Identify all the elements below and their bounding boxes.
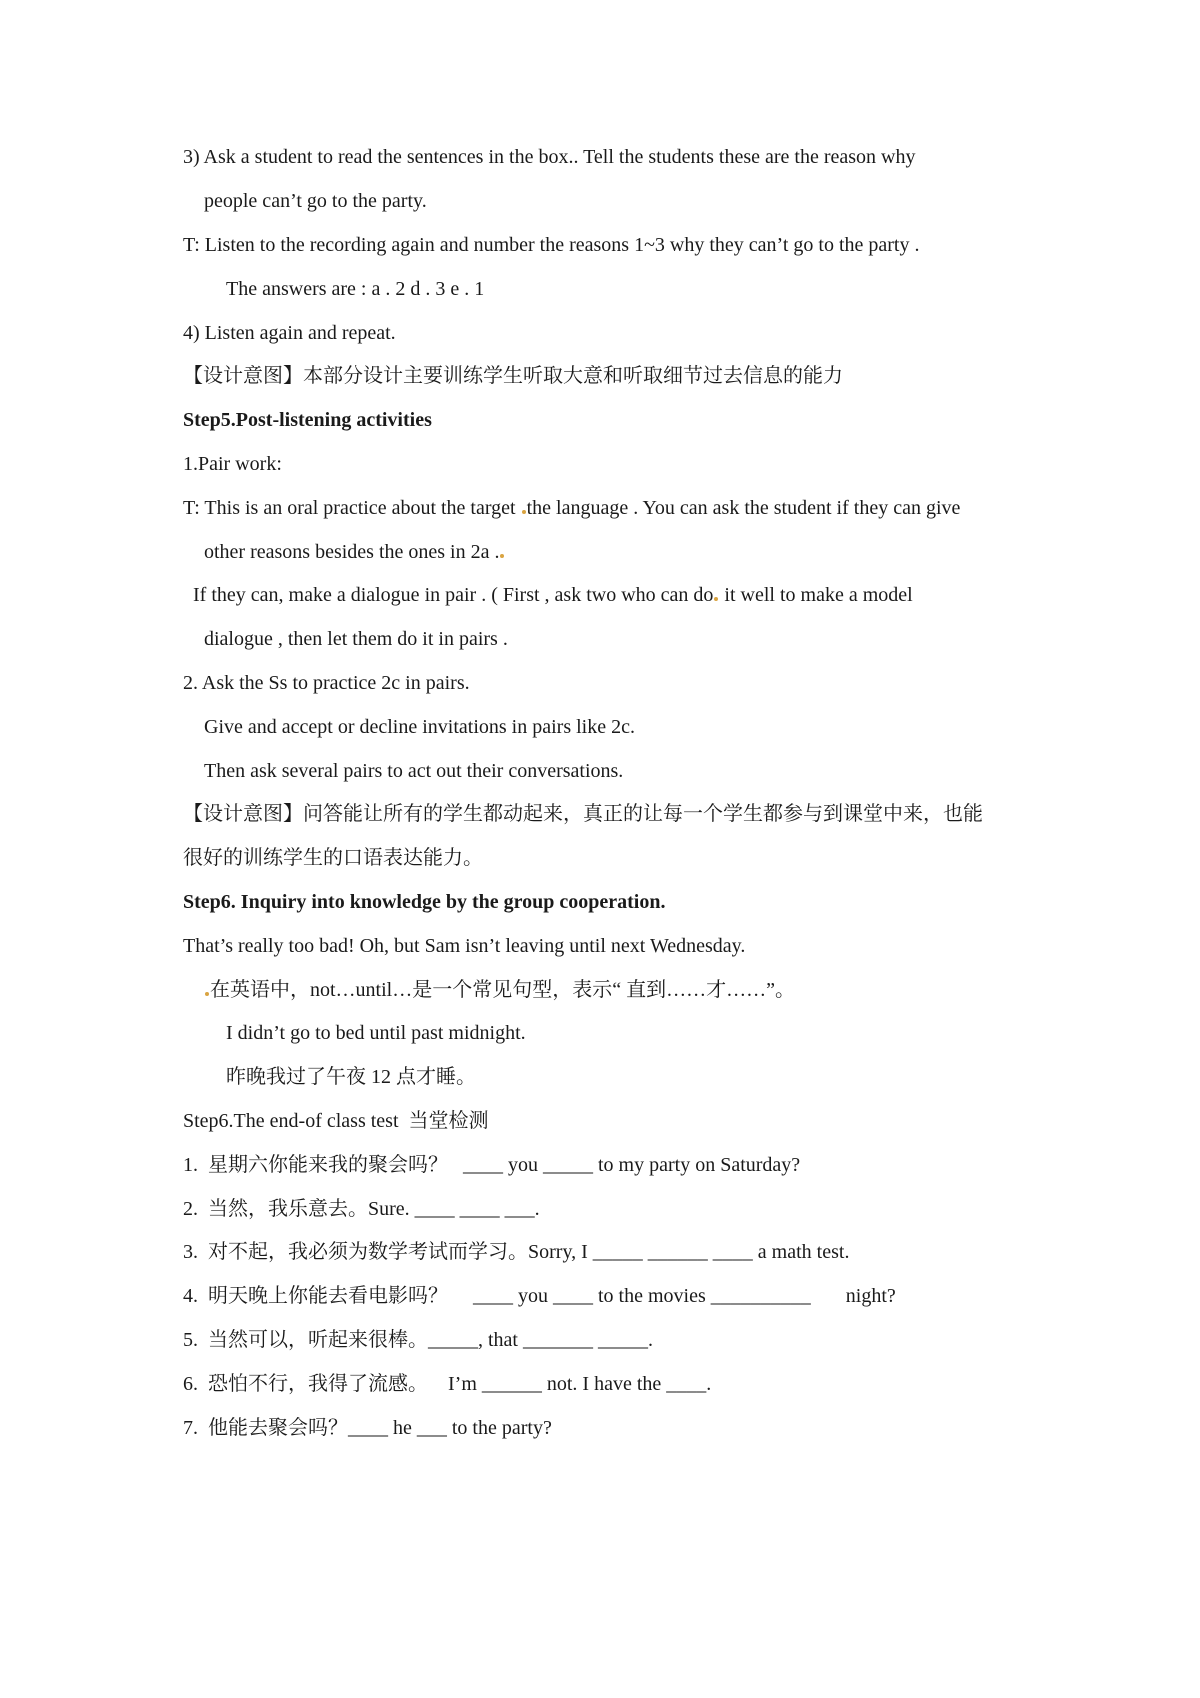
heading-step6-test: Step6.The end-of class test 当堂检测	[183, 1110, 489, 1132]
practice-2c-detail-1: Give and accept or decline invitations in pairs like 2c.	[204, 716, 635, 738]
teacher-instruction-listen: T: Listen to the recording again and number the reasons 1~3 why they can’t go to the party .	[183, 234, 920, 256]
dialogue-instruction	[193, 582, 913, 608]
grammar-example-zh: 昨晚我过了午夜 12 点才睡。	[226, 1066, 476, 1088]
teacher-oral-practice	[183, 495, 960, 521]
example-sentence: That’s really too bad! Oh, but Sam isn’t leaving until next Wednesday.	[183, 935, 746, 957]
test-question-1: 1. 星期六你能来我的聚会吗？ ____ you _____ to my party on Saturday?	[183, 1154, 801, 1176]
test-question-3: 3. 对不起，我必须为数学考试而学习。Sorry, I _____ ______ ____ a math test.	[183, 1241, 850, 1263]
design-intent-1: 【设计意图】本部分设计主要训练学生听取大意和听取细节过去信息的能力	[183, 365, 843, 387]
heading-step5: Step5.Post-listening activities	[183, 409, 432, 431]
paragraph-step-3: 3) Ask a student to read the sentences in the box.. Tell the students these are the reason why	[183, 146, 916, 168]
teacher-oral-practice-part2: the language . You can ask the student if they can give	[526, 497, 961, 519]
practice-2c: 2. Ask the Ss to practice 2c in pairs.	[183, 672, 470, 694]
design-intent-2-continued: 很好的训练学生的口语表达能力。	[183, 847, 483, 869]
grammar-note-text: 在英语中，not…until…是一个常见句型，表示“ 直到……才……”。	[210, 979, 795, 1001]
practice-2c-detail-2: Then ask several pairs to act out their conversations.	[204, 760, 624, 782]
test-question-7: 7. 他能去聚会吗？____ he ___ to the party?	[183, 1417, 552, 1439]
grammar-note	[204, 977, 795, 1003]
pair-work-label: 1.Pair work:	[183, 453, 282, 475]
marker-dot	[714, 597, 718, 601]
test-question-5: 5. 当然可以，听起来很棒。_____, that _______ _____.	[183, 1329, 653, 1351]
test-question-6: 6. 恐怕不行，我得了流感。 I’m ______ not. I have the ____.	[183, 1373, 712, 1395]
other-reasons-text: other reasons besides the ones in 2a .	[204, 541, 500, 563]
dialogue-instruction-part2: it well to make a model	[719, 584, 913, 606]
dialogue-instruction-continued: dialogue , then let them do it in pairs .	[204, 628, 508, 650]
paragraph-step-3-continued: people can’t go to the party.	[204, 190, 427, 212]
paragraph-step-4: 4) Listen again and repeat.	[183, 322, 396, 344]
test-question-2: 2. 当然，我乐意去。Sure. ____ ____ ___.	[183, 1198, 540, 1220]
marker-dot	[500, 554, 504, 558]
heading-step6-inquiry: Step6. Inquiry into knowledge by the group cooperation.	[183, 891, 666, 913]
answers-line: The answers are : a . 2 d . 3 e . 1	[226, 278, 485, 300]
marker-dot	[205, 992, 209, 996]
grammar-example-en: I didn’t go to bed until past midnight.	[226, 1022, 526, 1044]
marker-dot	[522, 510, 526, 514]
other-reasons-line	[204, 539, 505, 565]
teacher-oral-practice-part1: T: This is an oral practice about the target	[183, 497, 516, 519]
design-intent-2: 【设计意图】问答能让所有的学生都动起来，真正的让每一个学生都参与到课堂中来，也能	[183, 803, 983, 825]
dialogue-instruction-part1: If they can, make a dialogue in pair . ( First , ask two who can do	[193, 584, 714, 606]
test-question-4: 4. 明天晚上你能去看电影吗？ ____ you ____ to the movies __________ night?	[183, 1285, 896, 1307]
